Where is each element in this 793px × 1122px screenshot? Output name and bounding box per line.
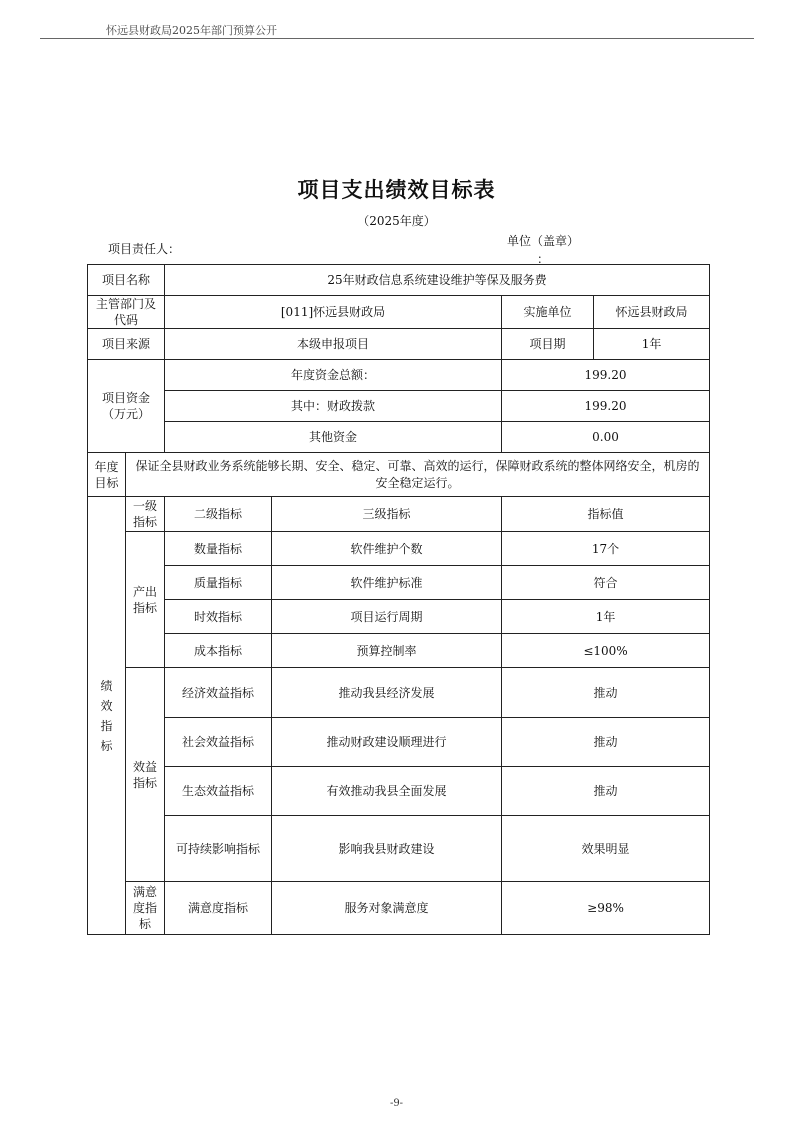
value-cell: 效果明显 bbox=[502, 816, 710, 882]
value-cell: 推动 bbox=[502, 718, 710, 767]
level2-cell: 时效指标 bbox=[165, 600, 272, 634]
table-row bbox=[88, 360, 710, 391]
table-row bbox=[88, 453, 710, 497]
unit-colon: ： bbox=[537, 252, 550, 266]
value-cell: ≥98% bbox=[502, 882, 710, 935]
level3-cell: 预算控制率 bbox=[272, 634, 502, 668]
funds-other-label: 其他资金 bbox=[165, 422, 502, 453]
performance-indicators-label: 绩 效 指 标 bbox=[88, 497, 126, 935]
level3-header: 三级指标 bbox=[272, 497, 502, 532]
table-row bbox=[88, 265, 710, 296]
table-row bbox=[88, 497, 710, 532]
level2-cell: 满意度指标 bbox=[165, 882, 272, 935]
level3-cell: 服务对象满意度 bbox=[272, 882, 502, 935]
value-cell: 17个 bbox=[502, 532, 710, 566]
period-value: 1年 bbox=[594, 329, 710, 360]
value-cell: 1年 bbox=[502, 600, 710, 634]
unit-label: 单位（盖章） bbox=[507, 234, 580, 248]
funds-fiscal-value: 199.20 bbox=[502, 391, 710, 422]
table-row bbox=[88, 566, 710, 600]
table-row bbox=[88, 668, 710, 718]
table-row bbox=[88, 600, 710, 634]
project-name-value: 25年财政信息系统建设维护等保及服务费 bbox=[165, 265, 710, 296]
level2-cell: 经济效益指标 bbox=[165, 668, 272, 718]
level2-header: 二级指标 bbox=[165, 497, 272, 532]
level3-cell: 项目运行周期 bbox=[272, 600, 502, 634]
annual-goal-text: 保证全县财政业务系统能够长期、安全、稳定、可靠、高效的运行，保障财政系统的整体网络安全，机房的安全稳定运行。 bbox=[126, 453, 710, 497]
header-rule bbox=[40, 38, 754, 39]
table-row bbox=[88, 329, 710, 360]
source-label: 项目来源 bbox=[88, 329, 165, 360]
output-indicators-label: 产出 指标 bbox=[126, 532, 165, 668]
dept-value: [011]怀远县财政局 bbox=[165, 296, 502, 329]
level3-cell: 推动我县经济发展 bbox=[272, 668, 502, 718]
table-row bbox=[88, 532, 710, 566]
table-row bbox=[88, 767, 710, 816]
impl-unit-label: 实施单位 bbox=[502, 296, 594, 329]
level3-cell: 影响我县财政建设 bbox=[272, 816, 502, 882]
funds-total-label: 年度资金总额： bbox=[165, 360, 502, 391]
table-row bbox=[88, 882, 710, 935]
source-value: 本级申报项目 bbox=[165, 329, 502, 360]
benefit-indicators-label: 效益 指标 bbox=[126, 668, 165, 882]
level3-cell: 软件维护标准 bbox=[272, 566, 502, 600]
value-cell: 推动 bbox=[502, 668, 710, 718]
value-cell: ≤100% bbox=[502, 634, 710, 668]
unit-stamp bbox=[507, 232, 597, 268]
impl-unit-value: 怀远县财政局 bbox=[594, 296, 710, 329]
value-cell: 推动 bbox=[502, 767, 710, 816]
table-row bbox=[88, 634, 710, 668]
level2-cell: 质量指标 bbox=[165, 566, 272, 600]
page-title: 项目支出绩效目标表 bbox=[297, 178, 496, 202]
project-name-label: 项目名称 bbox=[88, 265, 165, 296]
indicator-value-header: 指标值 bbox=[502, 497, 710, 532]
table-row bbox=[88, 296, 710, 329]
level3-cell: 软件维护个数 bbox=[272, 532, 502, 566]
funds-fiscal-label: 其中：财政拨款 bbox=[165, 391, 502, 422]
page-number: -9- bbox=[389, 1098, 404, 1109]
satisfaction-indicators-label: 满意 度指 标 bbox=[126, 882, 165, 935]
fiscal-year: （2025年度） bbox=[357, 214, 436, 228]
level2-cell: 数量指标 bbox=[165, 532, 272, 566]
period-label: 项目期 bbox=[502, 329, 594, 360]
dept-label: 主管部门及代码 bbox=[88, 296, 165, 329]
level3-cell: 有效推动我县全面发展 bbox=[272, 767, 502, 816]
value-cell: 符合 bbox=[502, 566, 710, 600]
level2-cell: 社会效益指标 bbox=[165, 718, 272, 767]
table-row bbox=[88, 718, 710, 767]
level1-header: 一级 指标 bbox=[126, 497, 165, 532]
table-row bbox=[88, 422, 710, 453]
table-row bbox=[88, 816, 710, 882]
level3-cell: 推动财政建设顺理进行 bbox=[272, 718, 502, 767]
funds-total-value: 199.20 bbox=[502, 360, 710, 391]
responsible-person-label: 项目责任人： bbox=[108, 242, 181, 256]
performance-table bbox=[87, 264, 710, 935]
funds-label: 项目资金 （万元） bbox=[88, 360, 165, 453]
funds-other-value: 0.00 bbox=[502, 422, 710, 453]
level2-cell: 可持续影响指标 bbox=[165, 816, 272, 882]
page-header: 怀远县财政局2025年部门预算公开 bbox=[106, 24, 277, 37]
table-row bbox=[88, 391, 710, 422]
level2-cell: 成本指标 bbox=[165, 634, 272, 668]
annual-goal-label: 年度 目标 bbox=[88, 453, 126, 497]
level2-cell: 生态效益指标 bbox=[165, 767, 272, 816]
